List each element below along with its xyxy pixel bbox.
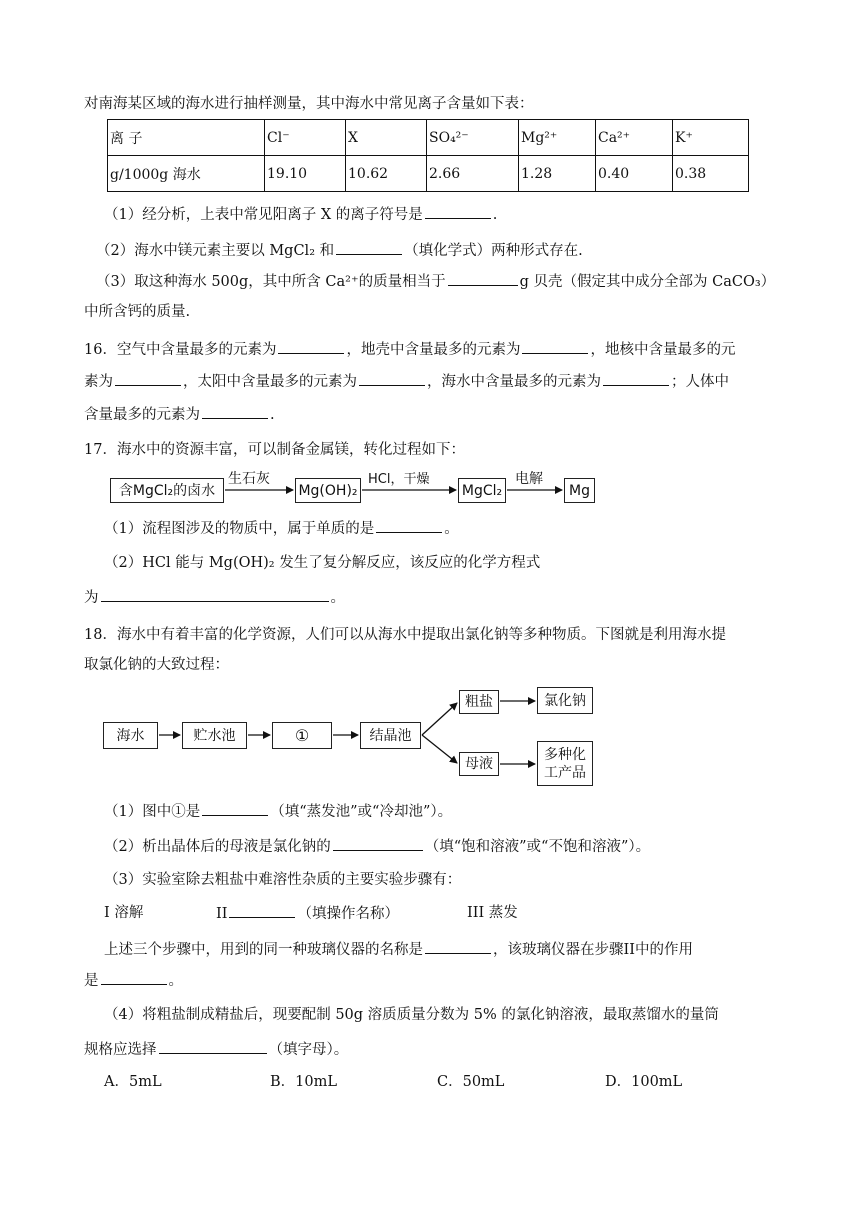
flow-box-chemicals: 多种化工产品 — [537, 741, 593, 786]
table-header-cell: Cl⁻ — [265, 120, 346, 156]
table-header-cell: Mg²⁺ — [519, 120, 596, 156]
q18-part1: （1）图中①是 （填“蒸发池”或“冷却池”）。 — [104, 801, 452, 822]
table-header-cell: K⁺ — [673, 120, 749, 156]
table-header-cell: X — [346, 120, 427, 156]
flow-node-brine: 含MgCl₂的卤水 — [110, 478, 224, 503]
answer-blank[interactable] — [202, 801, 268, 816]
q17-part1: （1）流程图涉及的物质中，属于单质的是 。 — [104, 518, 459, 539]
q17-stem: 17．海水中的资源丰富，可以制备金属镁，转化过程如下： — [84, 442, 465, 458]
intro-text: 对南海某区域的海水进行抽样测量，其中海水中常见离子含量如下表： — [84, 96, 534, 112]
table-header-cell: 离 子 — [108, 120, 265, 156]
table-cell: 2.66 — [427, 156, 519, 192]
q18-step-1: I 溶解 — [104, 905, 144, 921]
q18-part4-line2: 规格应选择 （填字母）。 — [84, 1039, 348, 1060]
option-d[interactable]: D．100mL — [605, 1074, 683, 1090]
table-cell: 0.38 — [673, 156, 749, 192]
table-cell: 19.10 — [265, 156, 346, 192]
table-header-cell: SO₄²⁻ — [427, 120, 519, 156]
table-cell: 0.40 — [596, 156, 673, 192]
answer-blank[interactable] — [333, 836, 423, 851]
answer-blank[interactable] — [425, 939, 491, 954]
q18-part4: （4）将粗盐制成精盐后，现要配制 50g 溶质质量分数为 5% 的氯化钠溶液，最取蒸馏水的量筒 — [104, 1007, 719, 1023]
flow-label-electrolysis: 电解 — [515, 471, 543, 487]
q18-step-3: III 蒸发 — [467, 905, 518, 921]
answer-blank[interactable] — [159, 1039, 267, 1054]
q15-part1: （1）经分析，上表中常见阳离子 X 的离子符号是 . — [104, 204, 497, 225]
flow-box-crude-salt: 粗盐 — [459, 690, 499, 714]
q18-part3b: 上述三个步骤中，用到的同一种玻璃仪器的名称是 ，该玻璃仪器在步骤II中的作用 — [104, 939, 693, 960]
flow-label-hcl-dry: HCl，干燥 — [368, 472, 430, 487]
answer-blank[interactable] — [229, 903, 295, 918]
flow-box-crystallizer: 结晶池 — [360, 722, 421, 749]
q15-part2: （2）海水中镁元素主要以 MgCl₂ 和 （填化学式）两种形式存在. — [96, 240, 583, 261]
q18-stem-line2: 取氯化钠的大致过程： — [84, 657, 229, 673]
answer-blank[interactable] — [101, 970, 167, 985]
flow-box-step1: ① — [272, 722, 332, 749]
flow-box-nacl: 氯化钠 — [537, 687, 593, 714]
q16-line2: 素为 ，太阳中含量最多的元素为 ，海水中含量最多的元素为 ；人体中 — [84, 371, 729, 392]
q18-part3b-line2: 是 。 — [84, 970, 183, 991]
option-b[interactable]: B．10mL — [270, 1074, 337, 1090]
table-cell: 1.28 — [519, 156, 596, 192]
flow-box-seawater: 海水 — [103, 722, 158, 749]
flow-node-mg: Mg — [564, 478, 595, 503]
q16-line3: 含量最多的元素为 . — [84, 404, 275, 425]
q18-part3: （3）实验室除去粗盐中难溶性杂质的主要实验步骤有： — [104, 872, 462, 888]
q17-part2-line2: 为 。 — [84, 587, 345, 608]
flow-node-mgcl2: MgCl₂ — [458, 478, 506, 503]
q18-step-2: II （填操作名称） — [216, 903, 399, 924]
q18-part2: （2）析出晶体后的母液是氯化钠的 （填“饱和溶液”或“不饱和溶液”）。 — [104, 836, 650, 857]
flow-box-reservoir: 贮水池 — [182, 722, 247, 749]
flow-node-mgoh2: Mg(OH)₂ — [295, 478, 361, 503]
q18-stem-line1: 18．海水中有着丰富的化学资源，人们可以从海水中提取出氯化钠等多种物质。下图就是利用海水提 — [84, 627, 726, 643]
q15-part3-line2: 中所含钙的质量. — [84, 304, 191, 320]
table-cell: g/1000g 海水 — [108, 156, 265, 192]
option-c[interactable]: C．50mL — [437, 1074, 505, 1090]
q15-part3: （3）取这种海水 500g，其中所含 Ca²⁺的质量相当于 g 贝壳（假定其中成分全部为 CaCO₃） — [96, 271, 775, 292]
option-a[interactable]: A．5mL — [104, 1074, 162, 1090]
table-cell: 10.62 — [346, 156, 427, 192]
flow-label-quicklime: 生石灰 — [228, 471, 270, 487]
table-header-cell: Ca²⁺ — [596, 120, 673, 156]
flow-box-mother-liquor: 母液 — [459, 752, 499, 776]
q17-part2: （2）HCl 能与 Mg(OH)₂ 发生了复分解反应，该反应的化学方程式 — [104, 555, 541, 571]
q16-line1: 16．空气中含量最多的元素为 ，地壳中含量最多的元素为 ，地核中含量最多的元 — [84, 339, 735, 360]
